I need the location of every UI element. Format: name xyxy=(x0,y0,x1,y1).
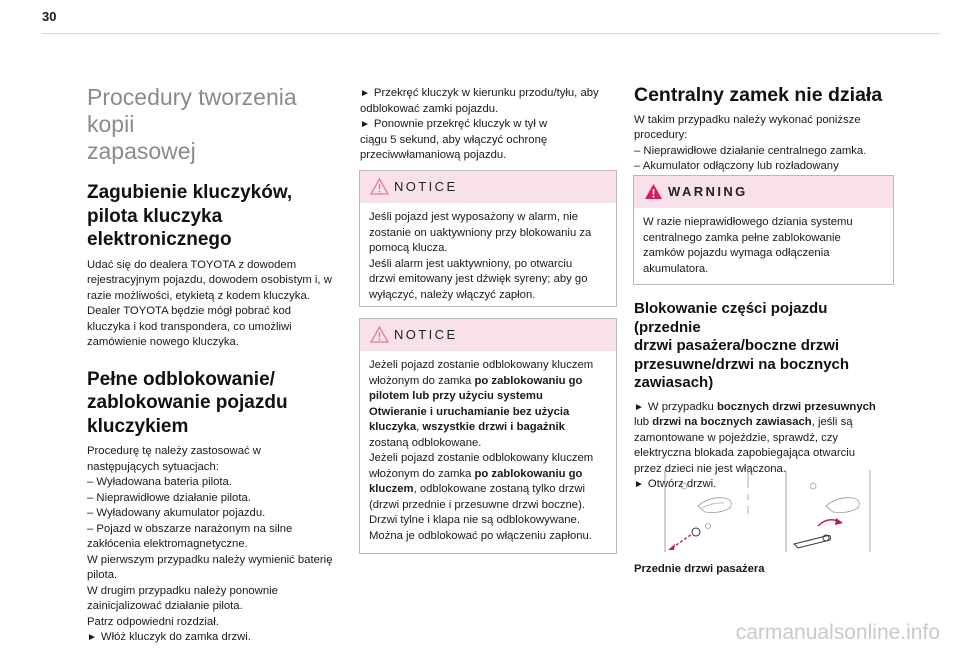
notice-box-alarm xyxy=(359,170,617,307)
step-open-door: ► Otwórz drzwi. xyxy=(634,478,717,490)
step-turn-key: ► Przekręć kluczyk w kierunku przodu/tyłu, aby xyxy=(360,87,599,99)
door-lock-illustration xyxy=(650,466,880,558)
paragraph-central-lock: W takim przypadku należy wykonać poniższe procedury: – Nieprawidłowe działanie centralnego zamka. – Akumulator odłączony lub rozładowany xyxy=(634,113,867,172)
figure-caption: Przednie drzwi pasażera xyxy=(634,563,765,575)
caution-icon xyxy=(370,326,389,343)
notice-label: NOTICE xyxy=(394,179,458,194)
paragraph-lost-keys: Udać się do dealera TOYOTA z dowodem rejestracyjnym pojazdu, dowodem osobistym i, w razie możliwości, etykietą z kodem kluczyka. Dealer TOYOTA będzie mógł pobrać kod kluczyka i kod transpondera, co umożliwi zamówienie nowego kluczyka. xyxy=(87,258,332,348)
column-right-lower xyxy=(634,300,894,493)
header-divider xyxy=(42,33,940,34)
watermark: carmanualsonline.info xyxy=(735,621,940,644)
notice-label: NOTICE xyxy=(394,327,458,342)
heading-central-lock: Centralny zamek nie działa xyxy=(634,84,883,106)
heading-full-unlock: Pełne odblokowanie/ zablokowanie pojazdu kluczykiem xyxy=(87,368,288,437)
paragraph-full-unlock: Procedurę tę należy zastosować w następujących sytuacjach: – Wyładowana bateria pilota. – Nieprawidłowe działanie pilota. – Wyładowany akumulator pojazdu. – Pojazd w obszarze narażonym na silne zakłócenia elektromagnetyczne. W pierwszym przypadku należy wymienić baterię pilota. W drugim przypadku należy ponownie zainicjalizować działanie pilota. Patrz odpowiedni rozdział. ► Włóż kluczyk do zamka drzwi. xyxy=(87,444,347,646)
page-number: 30 xyxy=(42,9,57,24)
warning-icon xyxy=(644,183,663,200)
column-left xyxy=(87,80,347,646)
column-middle: ► Przekręć kluczyk w kierunku przodu/tyłu, aby odblokować zamki pojazdu. ► Ponownie przekręć kluczyk w tył w ciągu 5 sekund, aby włączyć ochronę przeciwwłamaniową pojazdu. xyxy=(360,86,616,164)
arrow-bullet: ► xyxy=(87,632,97,643)
heading-partial-lock: Blokowanie części pojazdu (przednie drzwi pasażera/boczne drzwi przesuwne/drzwi na bocznych zawiasach) xyxy=(634,300,850,391)
paragraph-partial-lock: ► W przypadku bocznych drzwi przesuwnych lub drzwi na bocznych zawiasach, jeśli są zamontowane w pojeździe, sprawdź, czy elektryczna blokada zapobiegająca otwarciu przez dzieci nie jest włączona. ► Otwórz drzwi. xyxy=(634,400,894,493)
notice-body: Jeżeli pojazd zostanie odblokowany kluczem włożonym do zamka po zablokowaniu go pilotem lub przy użyciu systemu Otwieranie i uruchamianie bez użycia kluczyka, wszystkie drzwi i bagażnik zostaną odblokowane. Jeżeli pojazd zostanie odblokowany kluczem włożonym do zamka po zablokowaniu go kluczem, odblokowane zostaną tylko drzwi (drzwi przednie i przesuwne drzwi boczne). Drzwi tylne i klapa nie są odblokowywane. Można je odblokować po włączeniu zapłonu. xyxy=(369,359,594,542)
warning-box xyxy=(633,175,894,285)
page-title: Procedury tworzenia kopii zapasowej xyxy=(87,84,297,164)
column-right xyxy=(634,84,894,175)
heading-lost-keys: Zagubienie kluczyków, pilota kluczyka elektronicznego xyxy=(87,182,293,250)
notice-header xyxy=(360,171,616,203)
door-lock-right-drawing xyxy=(786,470,870,552)
notice-box-unlock xyxy=(359,318,617,554)
warning-body: W razie nieprawidłowego dziania systemu centralnego zamka pełne zablokowanie zamków pojazdu wymaga odłączenia akumulatora. xyxy=(643,216,853,275)
caution-icon xyxy=(370,178,389,195)
warning-label: WARNING xyxy=(668,184,748,199)
step-insert-key: ► Włóż kluczyk do zamka drzwi. xyxy=(87,631,251,643)
step-turn-back: ► Ponownie przekręć kluczyk w tył w xyxy=(360,118,548,130)
notice-header xyxy=(360,319,616,351)
door-lock-left-drawing xyxy=(665,470,748,552)
notice-body: Jeśli pojazd jest wyposażony w alarm, nie zostanie on uaktywniony przy blokowaniu za pomocą klucza. Jeśli alarm jest uaktywniony, po otwarciu drzwi emitowany jest dźwięk syreny; aby go wyłączyć, należy włączyć zapłon. xyxy=(369,211,592,301)
warning-header xyxy=(634,176,893,208)
